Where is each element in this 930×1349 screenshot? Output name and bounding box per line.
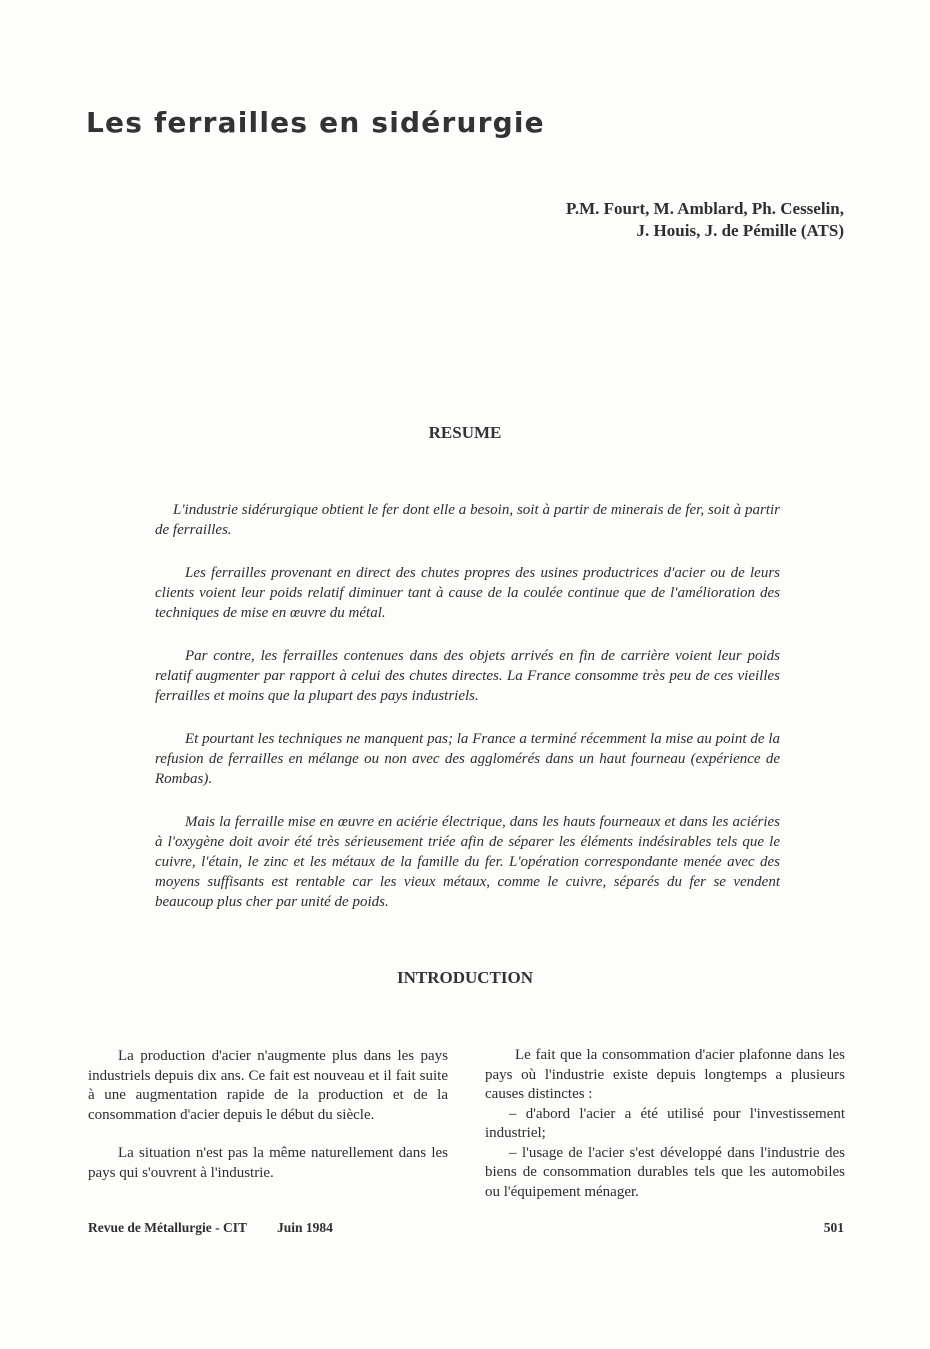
introduction-right-column [485, 1046, 845, 1202]
list-item: – l'usage de l'acier s'est développé dans l'industrie des biens de consommation durables tels que les automobiles ou l'équipement ménager. [485, 1144, 845, 1200]
author-line-2: J. Houis, J. de Pémille (ATS) [636, 221, 844, 240]
body-paragraph: Le fait que la consommation d'acier plafonne dans les pays où l'industrie existe depuis longtemps a plusieurs causes distinctes : [485, 1047, 845, 1102]
journal-name: Revue de Métallurgie - CIT [88, 1220, 247, 1235]
journal-footer [88, 1220, 333, 1236]
resume-abstract [155, 500, 780, 935]
author-line-1: P.M. Fourt, M. Amblard, Ph. Cesselin, [566, 199, 844, 218]
introduction-left-column [88, 1047, 448, 1202]
resume-paragraph: Et pourtant les techniques ne manquent pas; la France a terminé récemment la mise au point de la refusion de ferrailles en mélange ou non avec des agglomérés dans un haut fourneau (expérience de Rombas). [155, 731, 780, 787]
resume-paragraph: Par contre, les ferrailles contenues dans des objets arrivés en fin de carrière voient leur poids relatif augmenter par rapport à celui des chutes directes. La France consomme très peu de ces vieilles ferrailles et moins que la plupart des pays industriels. [155, 648, 780, 704]
resume-paragraph: L'industrie sidérurgique obtient le fer dont elle a besoin, soit à partir de minerais de fer, soit à partir de ferrailles. [155, 502, 780, 538]
article-title: Les ferrailles en sidérurgie [86, 106, 545, 139]
resume-heading: RESUME [428, 423, 502, 442]
author-list [566, 198, 844, 242]
resume-paragraph: Les ferrailles provenant en direct des chutes propres des usines productrices d'acier ou de leurs clients voient leur poids relatif diminuer tant à cause de la coulée continue que de l'amélioration des techniques de mise en œuvre du métal. [155, 565, 780, 621]
body-paragraph: La production d'acier n'augmente plus dans les pays industriels depuis dix ans. Ce fait est nouveau et il fait suite à une augmentation rapide de la production et de la consommation d'acier depuis le début du siècle. [88, 1048, 448, 1123]
body-paragraph: La situation n'est pas la même naturellement dans les pays qui s'ouvrent à l'industrie. [88, 1145, 448, 1181]
introduction-heading: INTRODUCTION [396, 968, 534, 987]
resume-paragraph: Mais la ferraille mise en œuvre en aciérie électrique, dans les hauts fourneaux et dans les aciéries à l'oxygène doit avoir été très sérieusement triée afin de séparer les éléments indésirables tels que le cuivre, l'étain, le zinc et les métaux de la famille du fer. L'opération correspondante menée avec des moyens suffisants est rentable car les vieux métaux, comme le cuivre, séparés du fer se vendent beaucoup plus cher par unité de poids. [155, 814, 780, 910]
issue-date: Juin 1984 [276, 1220, 333, 1235]
list-item: – d'abord l'acier a été utilisé pour l'investissement industriel; [485, 1105, 845, 1141]
page-number: 501 [823, 1220, 844, 1235]
